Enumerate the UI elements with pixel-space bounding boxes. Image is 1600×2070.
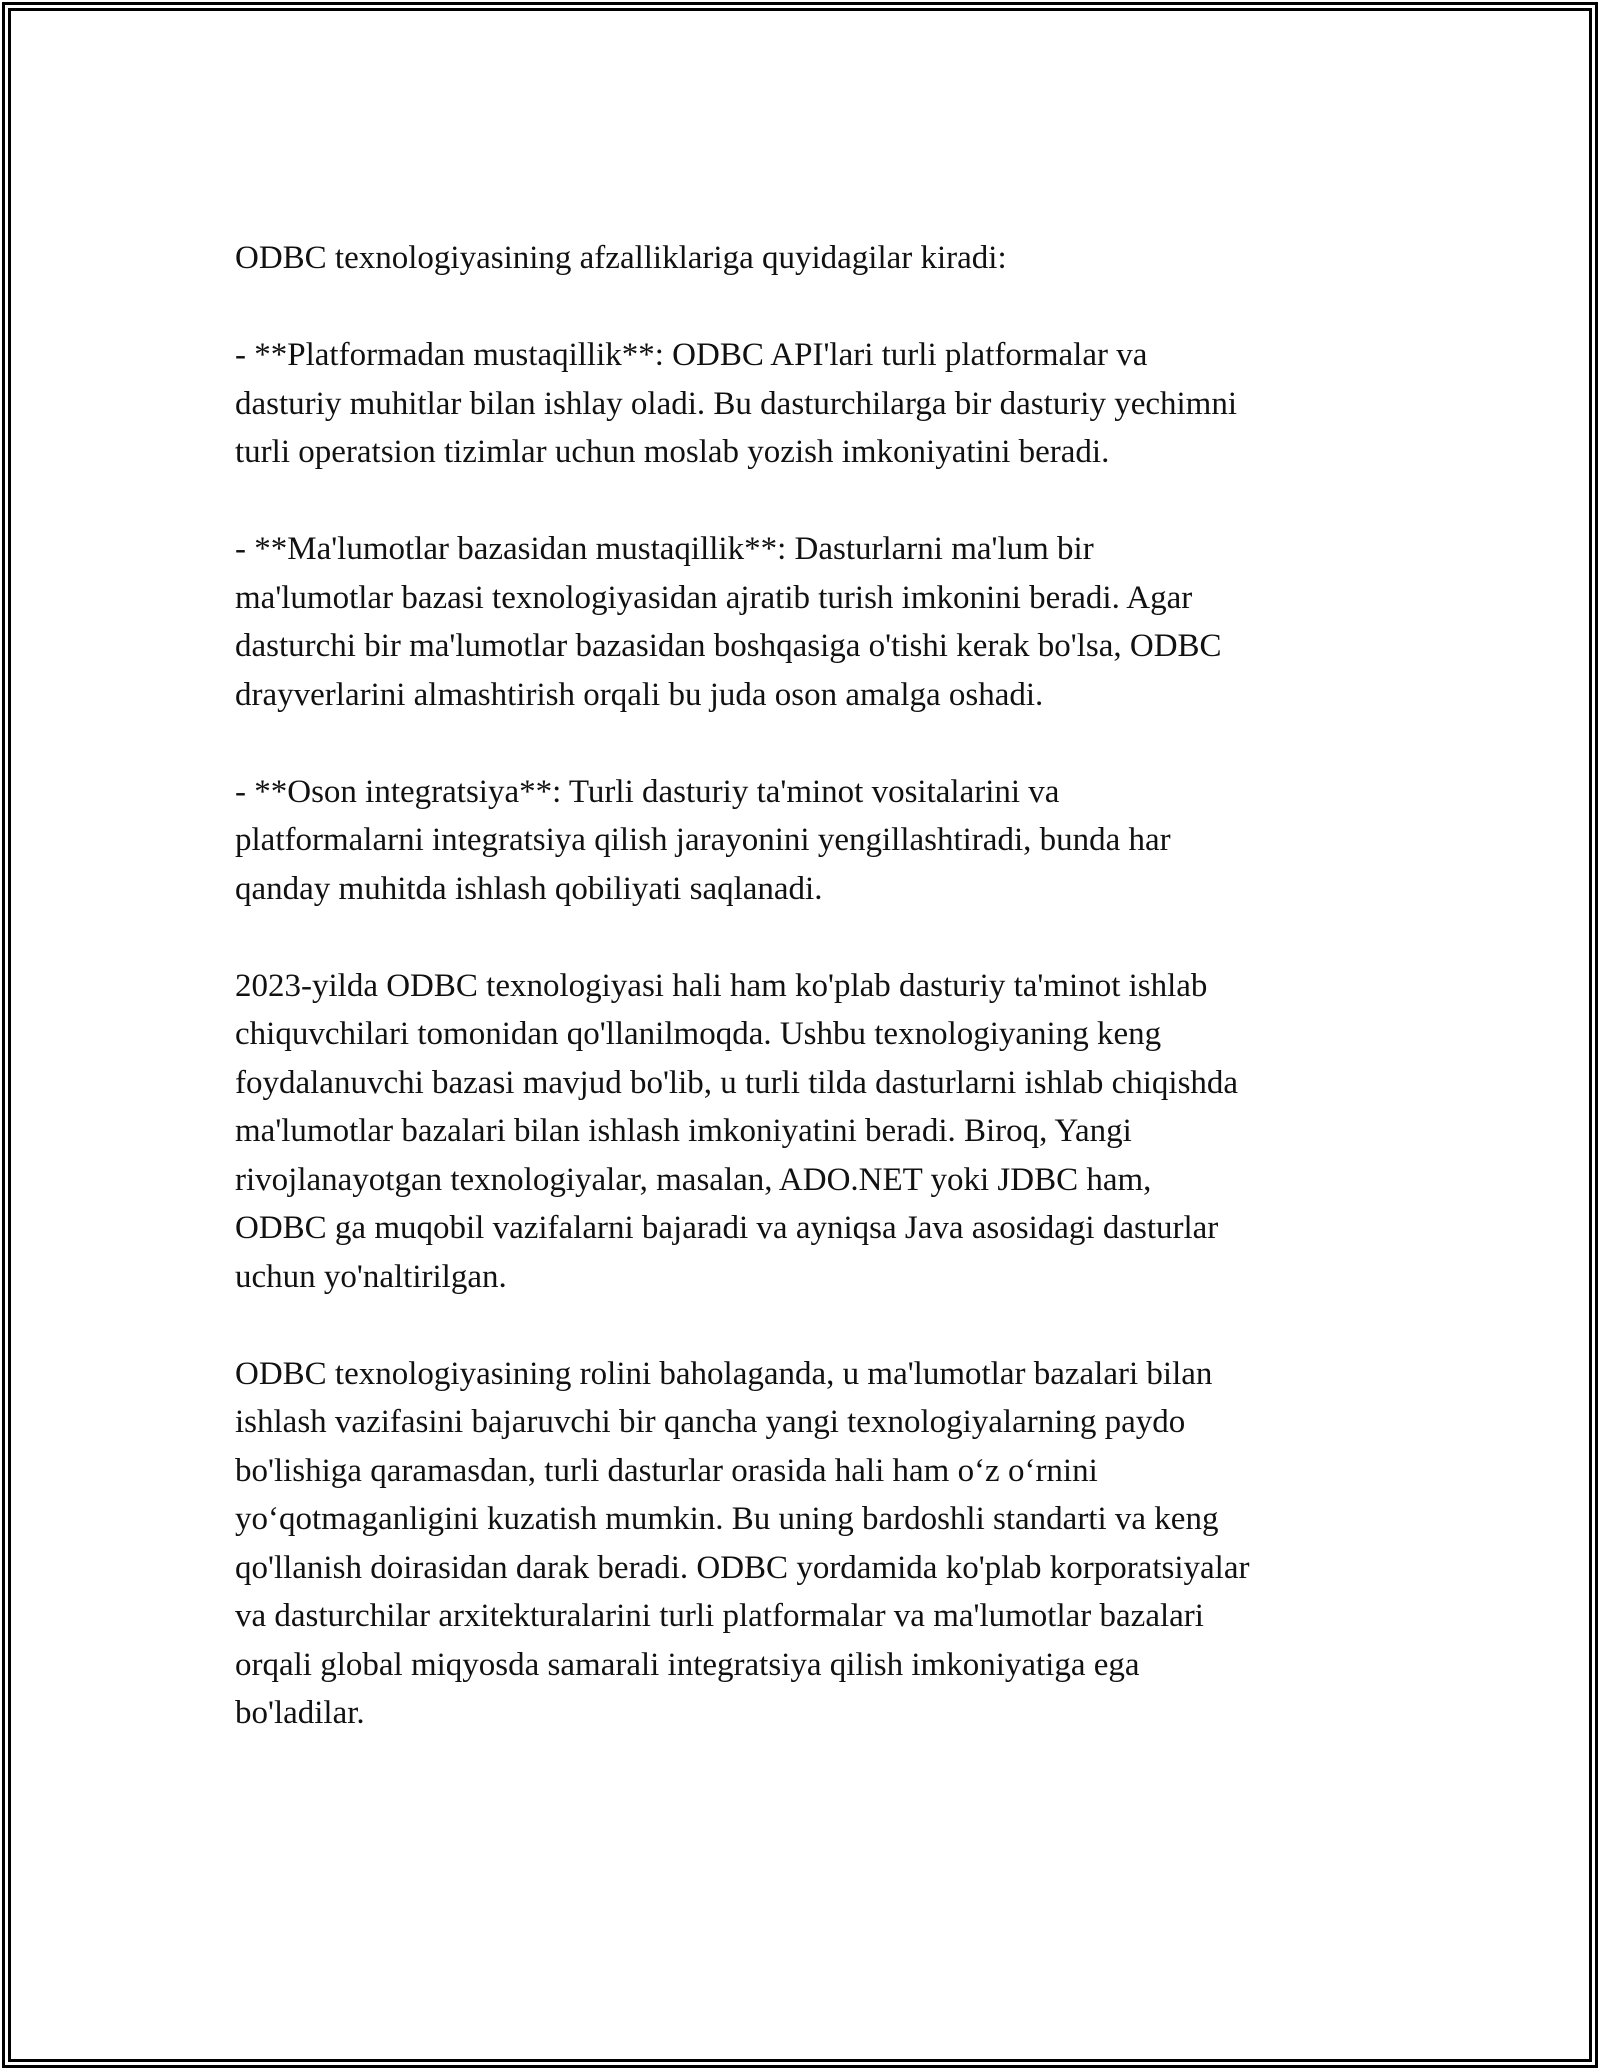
paragraph-odbc-2023: 2023-yilda ODBC texnologiyasi hali ham ko'plab dasturiy ta'minot ishlab chiquvchilari tomonidan qo'llanilmoqda. Ushbu texnologiyaning keng foydalanuvchi bazasi mavjud bo'lib, u turli tilda dasturlarni ishlab chiqishda ma'lumotlar bazalari bilan ishlash imkoniyatini beradi. Biroq, Yangi rivojlanayotgan texnologiyalar, masalan, ADO.NET yoki JDBC ham, ODBC ga muqobil vazifalarni bajaradi va ayniqsa Java asosidagi dasturlar uchun yo'naltirilgan. [235, 967, 1239, 1295]
document-body [235, 234, 1375, 1738]
paragraph-easy-integration: - **Oson integratsiya**: Turli dasturiy ta'minot vositalarini va platformalarni integratsiya qilish jarayonini yengillashtiradi, bunda har qanday muhitda ishlash qobiliyati saqlanadi. [235, 773, 1171, 907]
paragraph-intro: ODBC texnologiyasining afzalliklariga quyidagilar kiradi: [235, 240, 1007, 276]
paragraph-odbc-role: ODBC texnologiyasining rolini baholaganda, u ma'lumotlar bazalari bilan ishlash vazifasini bajaruvchi bir qancha yangi texnologiyalarning paydo bo'lishiga qaramasdan, turli dasturlar orasida hali ham o‘z o‘rnini yo‘qotmaganligini kuzatish mumkin. Bu uning bardoshli standarti va keng qo'llanish doirasidan darak beradi. ODBC yordamida ko'plab korporatsiyalar va dasturchilar arxitekturalarini turli platformalar va ma'lumotlar bazalari orqali global miqyosda samarali integratsiya qilish imkoniyatiga ega bo'ladilar. [235, 1355, 1250, 1731]
paragraph-platform-independence: - **Platformadan mustaqillik**: ODBC API'lari turli platformalar va dasturiy muhitlar bilan ishlay oladi. Bu dasturchilarga bir dasturiy yechimni turli operatsion tizimlar uchun moslab yozish imkoniyatini beradi. [235, 337, 1238, 470]
paragraph-database-independence: - **Ma'lumotlar bazasidan mustaqillik**: Dasturlarni ma'lum bir ma'lumotlar bazasi texnologiyasidan ajratib turish imkonini beradi. Agar dasturchi bir ma'lumotlar bazasidan boshqasiga o'tishi kerak bo'lsa, ODBC drayverlarini almashtirish orqali bu juda oson amalga oshadi. [235, 531, 1222, 713]
